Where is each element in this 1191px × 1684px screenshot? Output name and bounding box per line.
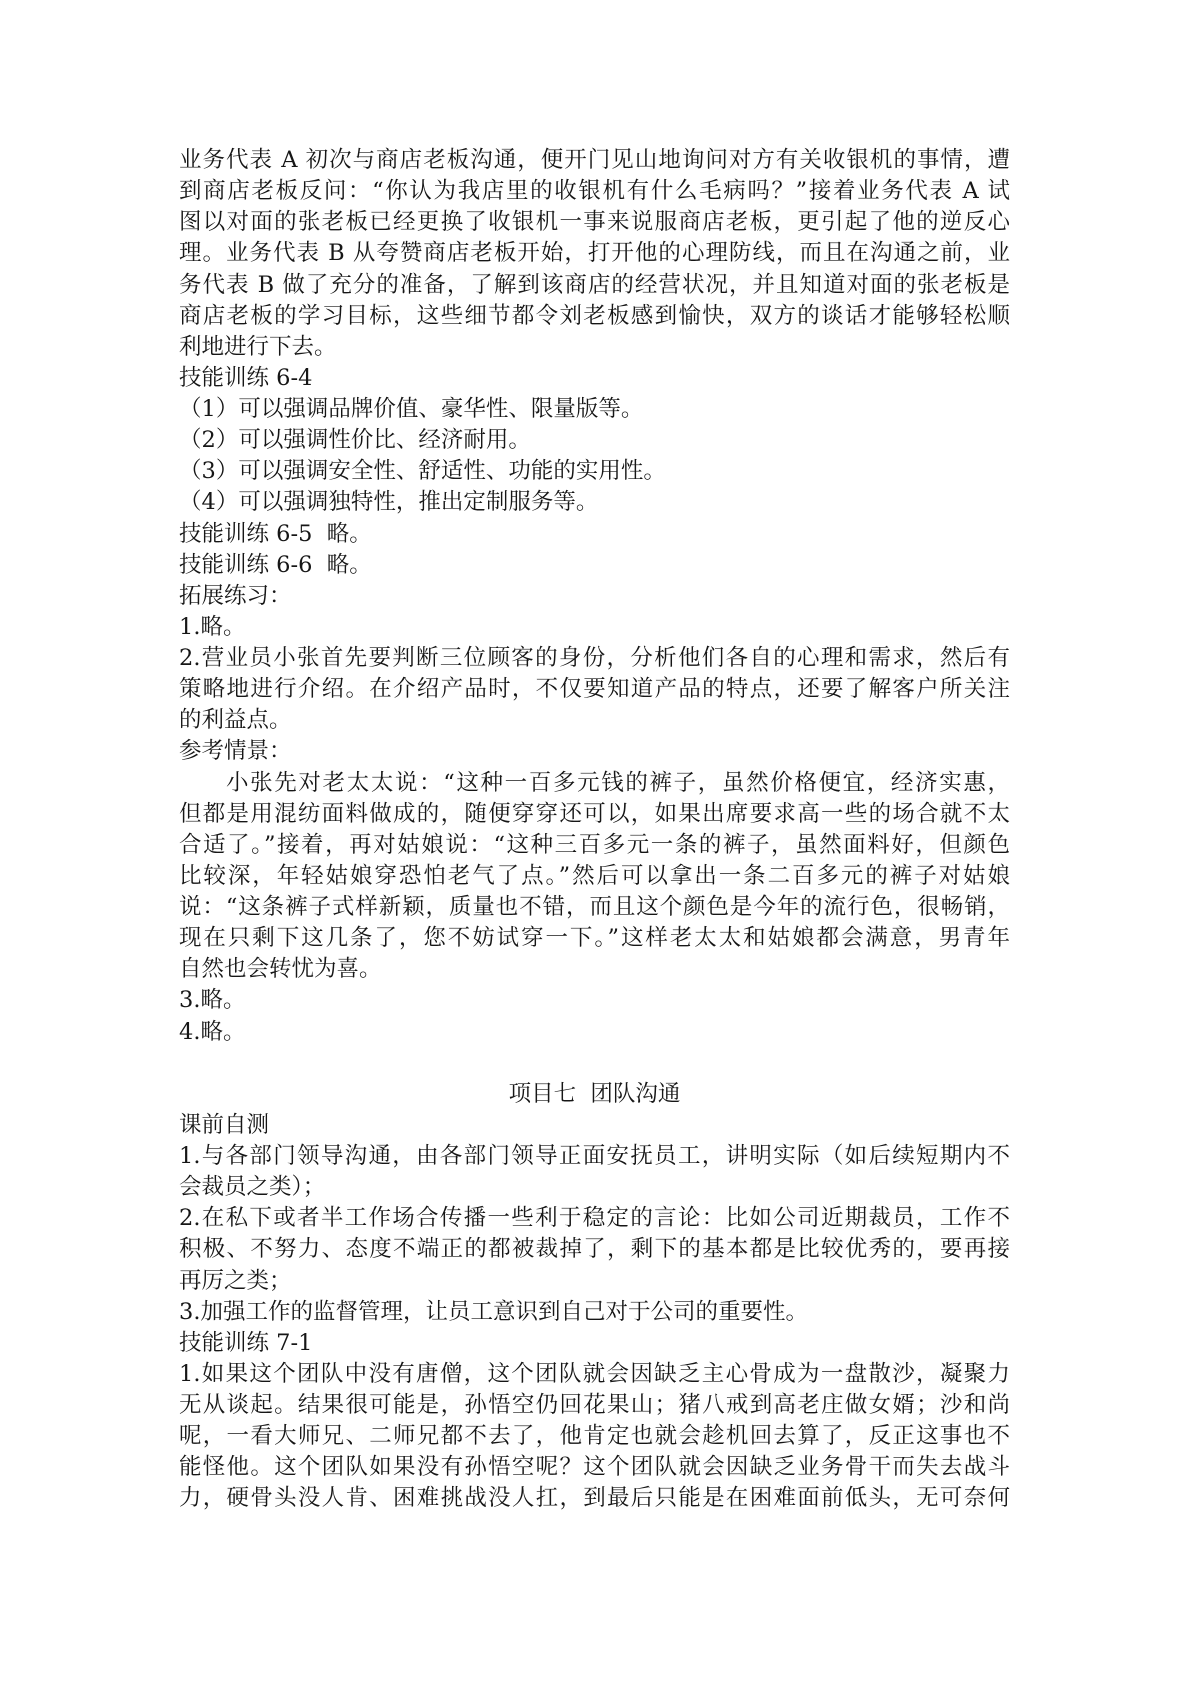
pretest-section — [179, 1110, 1010, 1328]
list-item: （1）可以强调品牌价值、豪华性、限量版等。 — [179, 396, 644, 422]
text-line: 积极、不努力、态度不端正的都被裁掉了，剩下的基本都是比较优秀的，要再接 — [179, 1236, 1010, 1263]
text-line: 但都是用混纺面料做成的，随便穿穿还可以，如果出席要求高一些的场合就不太 — [179, 800, 1010, 827]
section-heading: 拓展练习： — [179, 582, 292, 609]
project-title: 项目七 团队沟通 — [508, 1080, 681, 1107]
text-line: 1.与各部门领导沟通，由各部门领导正面安抚员工，讲明实际（如后续短期内不 — [179, 1143, 1010, 1169]
scenario-heading: 参考情景： — [179, 738, 292, 765]
list-item: （2）可以强调性价比、经济耐用。 — [179, 427, 531, 454]
text-line: 自然也会转忧为喜。 — [179, 956, 382, 983]
document-page — [179, 145, 1010, 1515]
text-line: 再厉之类； — [179, 1267, 292, 1294]
text-line: 1.如果这个团队中没有唐僧，这个团队就会因缺乏主心骨成为一盘散沙，凝聚力 — [179, 1360, 1010, 1387]
text-line: 理。业务代表 B 从夸赞商店老板开始，打开他的心理防线，而且在沟通之前，业 — [179, 240, 1010, 267]
section-heading: 课前自测 — [179, 1111, 270, 1138]
text-line: 业务代表 A 初次与商店老板沟通，便开门见山地询问对方有关收银机的事情，遭 — [179, 147, 1010, 173]
text-line: 图以对面的张老板已经更换了收银机一事来说服商店老板，更引起了他的逆反心 — [179, 209, 1010, 236]
text-line: 务代表 B 做了充分的准备，了解到该商店的经营状况，并且知道对面的张老板是 — [179, 271, 1010, 298]
skill-7-1-section — [179, 1328, 1010, 1515]
answer-item: 1.略。 — [179, 613, 246, 640]
text-line: 能怪他。这个团队如果没有孙悟空呢？这个团队就会因缺乏业务骨干而失去战斗 — [179, 1454, 1010, 1481]
text-line: 2.营业员小张首先要判断三位顾客的身份，分析他们各自的心理和需求，然后有 — [179, 645, 1010, 671]
section-heading: 技能训练 7-1 — [179, 1329, 313, 1356]
text-line: 现在只剩下这几条了，您不妨试穿一下。”这样老太太和姑娘都会满意，男青年 — [179, 925, 1010, 952]
list-item: （4）可以强调独特性，推出定制服务等。 — [179, 489, 599, 516]
answer-item — [179, 1203, 1010, 1296]
list-item: （3）可以强调安全性、舒适性、功能的实用性。 — [179, 458, 666, 485]
text-line: 2.在私下或者半工作场合传播一些利于稳定的言论：比如公司近期裁员，工作不 — [179, 1205, 1010, 1232]
intro-paragraph — [179, 145, 1010, 363]
skill-6-4-section — [179, 363, 1010, 519]
text-line: 合适了。”接着，再对姑娘说：“这种三百多元一条的裤子，虽然面料好，但颜色 — [179, 831, 1010, 858]
text-line: 的利益点。 — [179, 707, 292, 734]
text-line: 呢，一看大师兄、二师兄都不去了，他肯定也就会趁机回去算了，反正这事也不 — [179, 1423, 1010, 1450]
answer-item: 4.略。 — [179, 1018, 246, 1045]
skill-6-6-heading: 技能训练 6-6 略。 — [179, 551, 372, 578]
text-line: 力，硬骨头没人肯、困难挑战没人扛，到最后只能是在困难面前低头，无可奈何 — [179, 1485, 1010, 1512]
answer-item — [179, 1141, 1010, 1203]
answer-item — [179, 643, 1010, 736]
text-line: 说：“这条裤子式样新颖，质量也不错，而且这个颜色是今年的流行色，很畅销， — [179, 894, 1010, 920]
text-line: 会裁员之类）； — [179, 1174, 326, 1201]
text-line: 小张先对老太太说：“这种一百多元钱的裤子，虽然价格便宜，经济实惠， — [226, 769, 1010, 796]
text-line: 利地进行下去。 — [179, 333, 337, 360]
answer-item — [179, 1297, 1010, 1328]
text-line: 3.加强工作的监督管理，让员工意识到自己对于公司的重要性。 — [179, 1298, 808, 1325]
text-line: 比较深，年轻姑娘穿恐怕老气了点。”然后可以拿出一条二百多元的裤子对姑娘 — [179, 862, 1010, 889]
text-line: 商店老板的学习目标，这些细节都令刘老板感到愉快，双方的谈话才能够轻松顺 — [179, 302, 1010, 329]
scenario-paragraph — [179, 768, 1010, 986]
extension-section — [179, 581, 1010, 1048]
text-line: 到商店老板反问：“你认为我店里的收银机有什么毛病吗？”接着业务代表 A 试 — [179, 178, 1010, 205]
skill-6-5-heading: 技能训练 6-5 略。 — [179, 520, 372, 547]
section-heading: 技能训练 6-4 — [179, 364, 313, 391]
text-line: 无从谈起。结果很可能是，孙悟空仍回花果山；猪八戒到高老庄做女婿；沙和尚 — [179, 1392, 1010, 1418]
text-line: 策略地进行介绍。在介绍产品时，不仅要知道产品的特点，还要了解客户所关注 — [179, 676, 1010, 703]
answer-item: 3.略。 — [179, 987, 246, 1014]
